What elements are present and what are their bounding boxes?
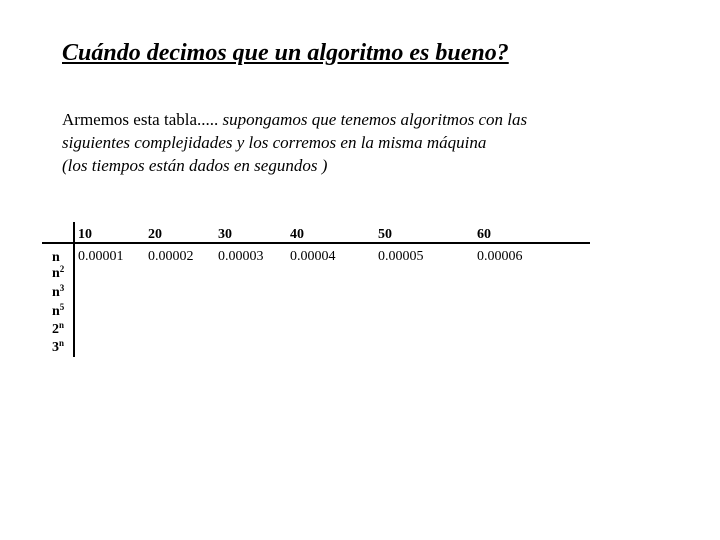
row-label: n <box>52 250 60 265</box>
row-label: $n^5$ <box>52 302 65 319</box>
column-header: 50 <box>378 227 392 242</box>
slide-title: Cuándo decimos que un algoritmo es bueno? <box>62 40 509 66</box>
intro-lead: Armemos esta tabla..... <box>62 110 219 129</box>
table-cell: 0.00004 <box>290 249 336 264</box>
row-label: $n^3$ <box>52 283 65 300</box>
intro-line-3: (los tiempos están dados en segundos ) <box>62 156 328 175</box>
row-label: 2$^n$ <box>52 320 65 337</box>
table-cell: 0.00001 <box>78 249 124 264</box>
column-header: 10 <box>78 227 92 242</box>
table-horizontal-rule <box>42 242 590 244</box>
table-cell: 0.00006 <box>477 249 523 264</box>
intro-line-1: supongamos que tenemos algoritmos con las <box>222 110 528 129</box>
table-cell: 0.00005 <box>378 249 424 264</box>
column-header: 30 <box>218 227 232 242</box>
column-header: 60 <box>477 227 491 242</box>
intro-line-2: siguientes complejidades y los corremos en la misma máquina <box>62 133 487 152</box>
table-cell: 0.00003 <box>218 249 264 264</box>
column-header: 20 <box>148 227 162 242</box>
column-header: 40 <box>290 227 304 242</box>
table-cell: 0.00002 <box>148 249 194 264</box>
row-label: 3$^n$ <box>52 338 65 355</box>
row-label: $n^2$ <box>52 264 65 281</box>
